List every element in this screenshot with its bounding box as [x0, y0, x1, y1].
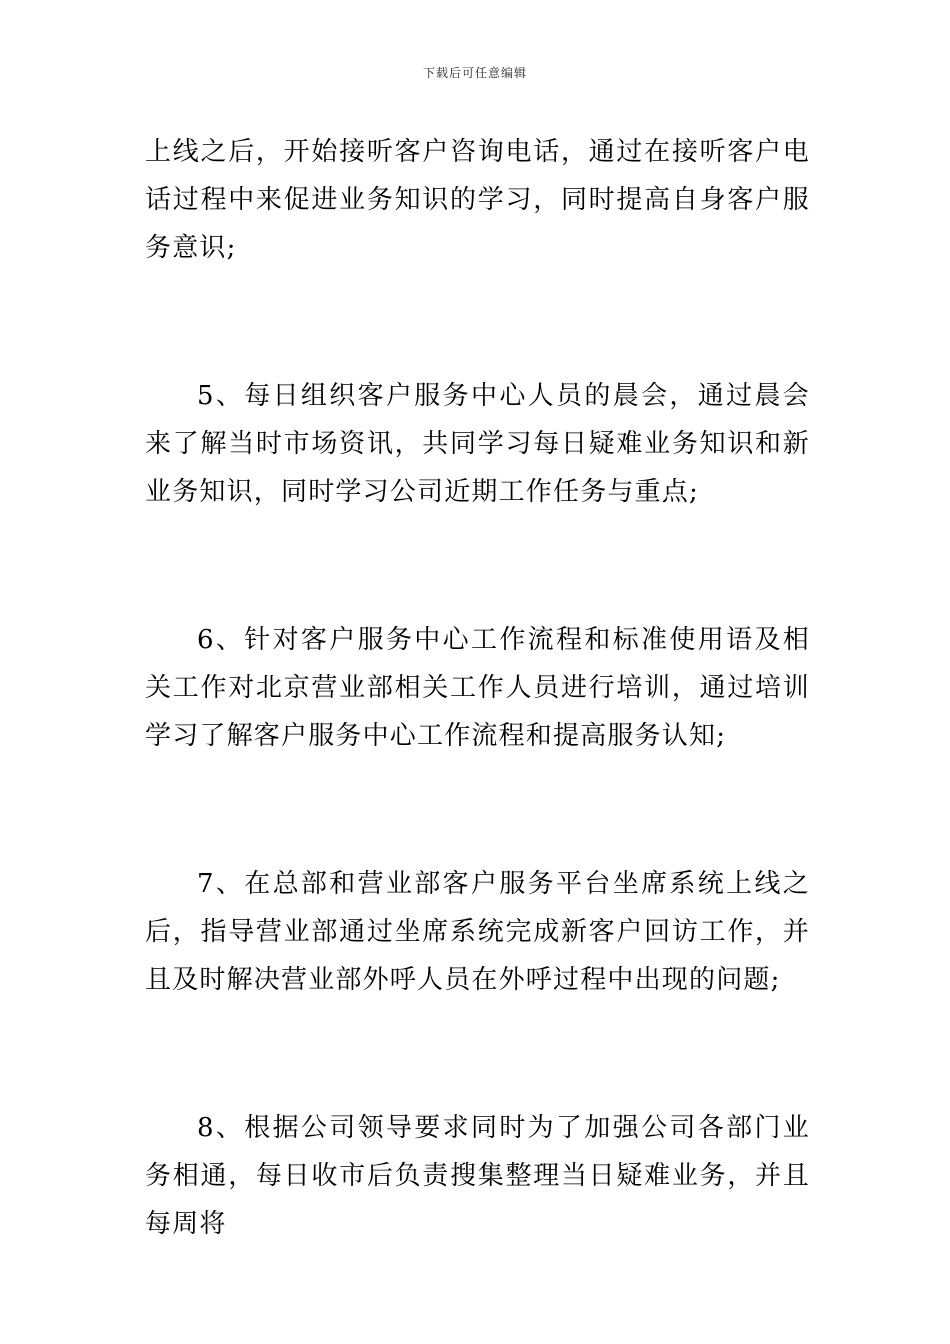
paragraph-gap	[145, 760, 810, 860]
paragraph-gap	[145, 1004, 810, 1104]
paragraph-item-5: 5、每日组织客户服务中心人员的晨会，通过晨会来了解当时市场资讯，共同学习每日疑难业务知识和新业务知识，同时学习公司近期工作任务与重点;	[145, 381, 810, 507]
paragraph-item-8: 8、根据公司领导要求同时为了加强公司各部门业务相通，每日收市后负责搜集整理当日疑难业务，并且每周将	[145, 1113, 810, 1239]
paragraph-continued: 上线之后，开始接听客户咨询电话，通过在接听客户电话过程中来促进业务知识的学习，同时提高自身客户服务意识;	[145, 137, 810, 263]
paragraph-gap	[145, 272, 810, 372]
page-header: 下载后可任意编辑	[422, 66, 527, 80]
paragraph-gap	[145, 516, 810, 616]
paragraph-item-6: 6、针对客户服务中心工作流程和标准使用语及相关工作对北京营业部相关工作人员进行培训，通过培训学习了解客户服务中心工作流程和提高服务认知;	[145, 625, 810, 751]
document-body	[145, 128, 810, 1248]
paragraph-item-7: 7、在总部和营业部客户服务平台坐席系统上线之后，指导营业部通过坐席系统完成新客户回访工作，并且及时解决营业部外呼人员在外呼过程中出现的问题;	[145, 869, 810, 995]
